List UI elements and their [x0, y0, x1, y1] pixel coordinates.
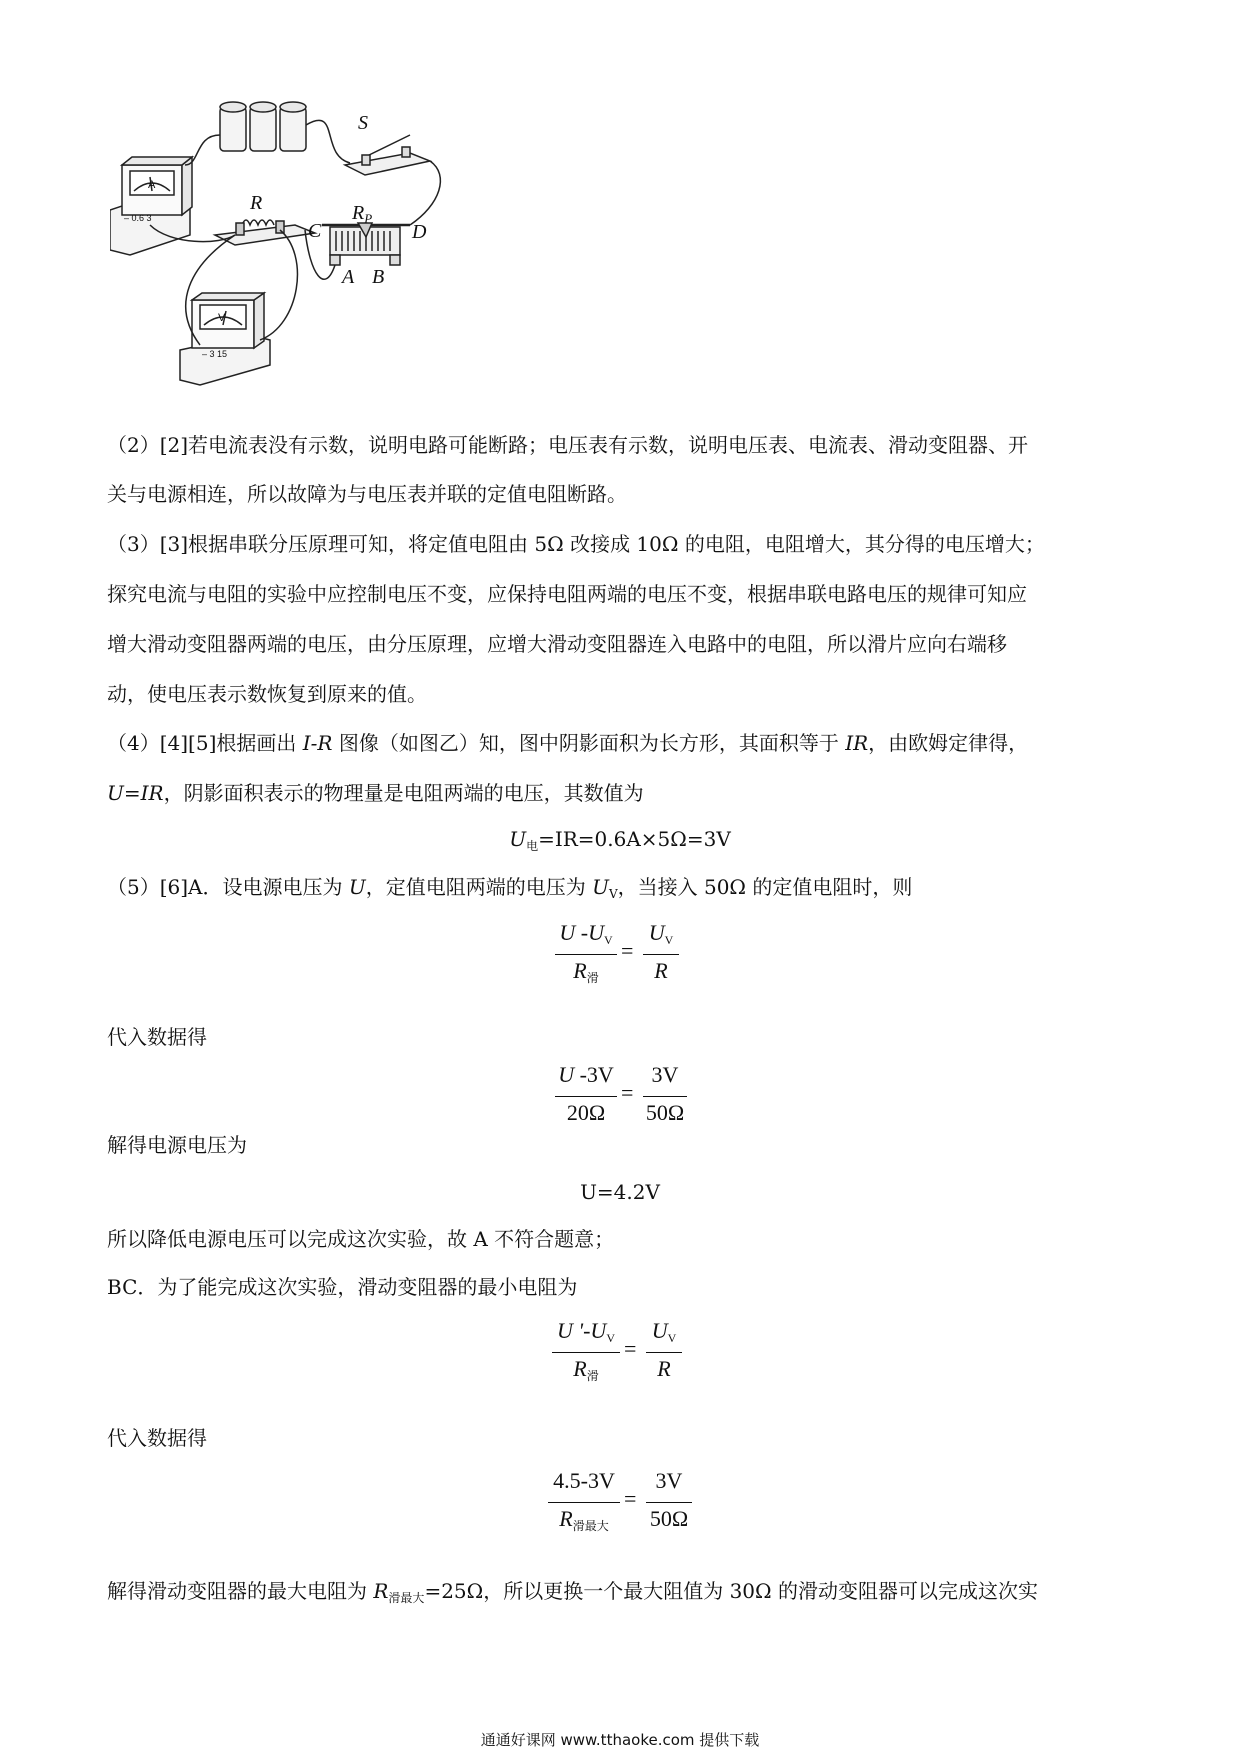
- p5-line1-f: ，当接入 50Ω 的定值电阻时，则: [617, 875, 913, 899]
- switch: [345, 135, 430, 175]
- p5-line1-e: V: [608, 887, 618, 901]
- frac3-den-right: R: [657, 1356, 671, 1381]
- frac3-equals: =: [624, 1336, 637, 1361]
- frac3-bar-right: [646, 1352, 682, 1353]
- frac4-num-left: 4.5-3V: [553, 1468, 615, 1493]
- frac1-num-right: [643, 920, 679, 948]
- p3-line2: 探究电流与电阻的实验中应控制电压不变，应保持电阻两端的电压不变，根据串联电路电压的规律可知应: [107, 582, 1027, 606]
- p4-line1-b: I-R: [302, 731, 333, 755]
- voltmeter: [180, 293, 270, 385]
- frac1-num-right-text: U: [648, 920, 665, 945]
- frac1-bar-left: [555, 954, 617, 955]
- wire: [306, 120, 350, 163]
- frac2-num-left-var: U: [558, 1062, 575, 1087]
- p5-line1-c: ，定值电阻两端的电压为: [365, 875, 593, 899]
- p5-line1: [107, 873, 912, 908]
- frac1-num-left-sub: V: [603, 933, 613, 947]
- voltmeter-scale: – 3 15: [202, 349, 228, 359]
- p2-line2: 关与电源相连，所以故障为与电压表并联的定值电阻断路。: [107, 482, 627, 506]
- label-rp-sub: P: [364, 211, 373, 226]
- fraction-equation-2: [555, 1062, 695, 1137]
- frac3-num-left: [552, 1318, 620, 1346]
- label-s: S: [358, 112, 368, 134]
- frac2-equals: =: [621, 1080, 634, 1105]
- label-rp: [351, 202, 372, 226]
- p4-line2-b: ，阴影面积表示的物理量是电阻两端的电压，其数值为: [163, 781, 644, 805]
- frac4-bar-left: [548, 1502, 620, 1503]
- frac3-num-right: [646, 1318, 682, 1346]
- p4-line1-c: 图像（如图乙）知，图中阴影面积为长方形，其面积等于: [332, 731, 846, 755]
- frac4-equals: =: [624, 1486, 637, 1511]
- p4-line1-a: （4）[4][5]根据画出: [107, 731, 303, 755]
- voltmeter-dial-label: V: [218, 312, 226, 324]
- eq-rest: =IR=0.6A×5Ω=3V: [538, 827, 731, 851]
- frac4-bar-right: [646, 1502, 692, 1503]
- frac4-den-left-text: R: [559, 1506, 573, 1531]
- frac3-num-left-text: U '-U: [557, 1318, 607, 1343]
- p5-conclusion1: 所以降低电源电压可以完成这次实验，故 A 不符合题意；: [107, 1227, 615, 1251]
- p4-equation: [0, 825, 1240, 860]
- frac3-num-right-sub: V: [667, 1331, 677, 1345]
- p5-line1-a: （5）[6]A．设电源电压为: [107, 875, 349, 899]
- ammeter: [110, 157, 192, 255]
- frac4-den-right: 50Ω: [649, 1506, 689, 1531]
- frac3-num-left-sub: V: [606, 1331, 615, 1345]
- frac1-den-right: R: [654, 958, 668, 983]
- rheostat: [322, 223, 410, 265]
- wire: [410, 161, 440, 225]
- fraction-equation-3: [552, 1318, 702, 1393]
- frac1-bar-right: [643, 954, 679, 955]
- p4-line1: [107, 729, 1028, 757]
- frac2-num-right: 3V: [651, 1062, 679, 1087]
- p5-final-d: =25Ω，所以更换一个最大阻值为 30Ω 的滑动变阻器可以完成这次实: [424, 1579, 1038, 1603]
- p5-final-a: 解得滑动变阻器的最大电阻为: [107, 1579, 374, 1603]
- p5-bc: BC．为了能完成这次实验，滑动变阻器的最小电阻为: [107, 1275, 578, 1299]
- battery-pack: [220, 102, 306, 151]
- frac3-den-left-sub: 滑: [586, 1369, 599, 1383]
- p4-line1-e: ，由欧姆定律得，: [868, 731, 1029, 755]
- label-a: A: [342, 266, 355, 288]
- p5-line1-d: U: [592, 875, 609, 899]
- frac4-den-left: [548, 1506, 620, 1534]
- frac1-num-left: [555, 920, 617, 948]
- frac3-num-right-text: U: [651, 1318, 668, 1343]
- footer: 通通好课网 www.tthaoke.com 提供下载: [480, 1731, 760, 1749]
- p5-sub2: 代入数据得: [107, 1426, 207, 1450]
- label-r: R: [250, 192, 263, 214]
- p5-solve1: 解得电源电压为: [107, 1133, 247, 1157]
- frac2-num-left: [555, 1062, 617, 1088]
- frac1-den-left-sub: 滑: [586, 971, 599, 985]
- ammeter-scale: – 0.6 3: [124, 213, 152, 223]
- p3-line3: 增大滑动变阻器两端的电压，由分压原理，应增大滑动变阻器连入电路中的电阻，所以滑片应向右端移: [107, 632, 1007, 656]
- p2-line1: （2）[2]若电流表没有示数，说明电路可能断路；电压表有示数，说明电压表、电流表、滑动变阻器、开: [107, 433, 1029, 457]
- label-c: C: [308, 220, 322, 242]
- circuit-diagram: [110, 95, 490, 415]
- p3-line1: （3）[3]根据串联分压原理可知，将定值电阻由 5Ω 改接成 10Ω 的电阻，电阻增大，其分得的电压增大；: [107, 532, 1045, 556]
- frac1-num-left-text: U -U: [559, 920, 604, 945]
- frac2-den-left: 20Ω: [566, 1100, 606, 1125]
- frac2-bar-left: [555, 1096, 617, 1097]
- p5-result1: U=4.2V: [580, 1180, 660, 1204]
- frac4-num-right: 3V: [655, 1468, 683, 1493]
- ammeter-dial-label: A: [148, 179, 156, 191]
- fraction-equation-1: [555, 920, 695, 995]
- p5-final-c: 滑最大: [388, 1591, 425, 1605]
- eq-u-sub: 电: [526, 839, 539, 853]
- p3-line4: 动，使电压表示数恢复到原来的值。: [107, 682, 427, 706]
- frac3-den-left-text: R: [573, 1356, 587, 1381]
- p5-final-b: R: [373, 1579, 389, 1603]
- p4-line2-a: U=IR: [107, 781, 164, 805]
- frac1-equals: =: [621, 938, 634, 963]
- frac4-den-left-sub: 滑最大: [572, 1519, 609, 1533]
- label-b: B: [372, 266, 385, 288]
- p5-line1-b: U: [348, 875, 366, 899]
- p5-final: [107, 1577, 1038, 1612]
- frac2-num-left-rest: -3V: [574, 1062, 614, 1087]
- p4-line2: [107, 779, 644, 807]
- frac3-bar-left: [552, 1352, 620, 1353]
- label-rp-main: R: [352, 202, 365, 224]
- frac3-den-left: [552, 1356, 620, 1384]
- frac1-den-left-text: R: [573, 958, 587, 983]
- frac2-den-right: 50Ω: [645, 1100, 685, 1125]
- fraction-equation-4: [548, 1468, 708, 1548]
- frac1-den-left: [555, 958, 617, 986]
- label-d: D: [412, 221, 427, 243]
- fixed-resistor: [215, 220, 315, 245]
- frac1-num-right-sub: V: [664, 933, 674, 947]
- wire: [260, 230, 297, 340]
- p5-sub1: 代入数据得: [107, 1025, 207, 1049]
- eq-u: U: [509, 827, 527, 851]
- p4-line1-d: IR: [845, 731, 869, 755]
- frac2-bar-right: [643, 1096, 687, 1097]
